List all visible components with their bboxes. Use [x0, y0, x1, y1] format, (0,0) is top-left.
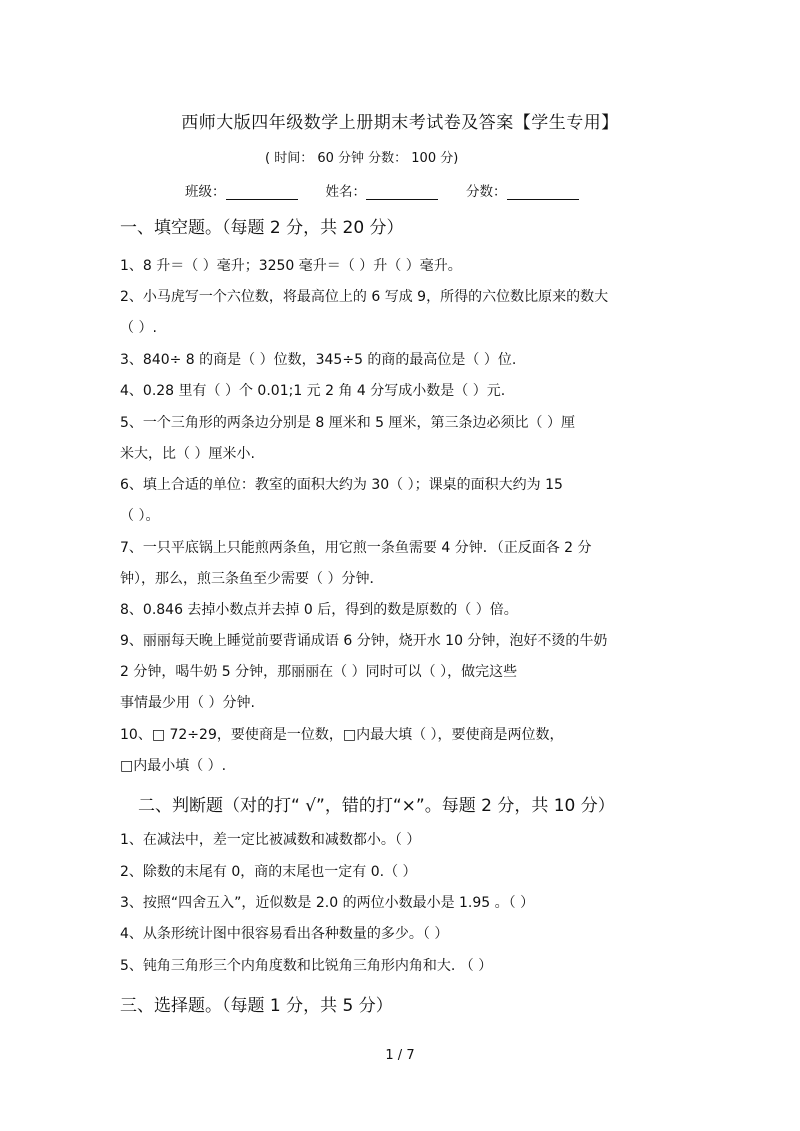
question-line: 2、小马虎写一个六位数，将最高位上的 6 写成 9，所得的六位数比原来的数大	[120, 289, 609, 305]
question-line: 5、一个三角形的两条边分别是 8 厘米和 5 厘米，第三条边必须比（ ）厘	[120, 415, 575, 431]
question-line: 8、0.846 去掉小数点并去掉 0 后，得到的数是原数的（ ）倍。	[120, 602, 518, 618]
section-1-heading: 一、填空题。（每题 2 分，共 20 分）	[120, 218, 404, 238]
class-field[interactable]	[226, 185, 298, 200]
exam-title: 西师大版四年级数学上册期末考试卷及答案【学生专用】	[181, 113, 619, 133]
question-line: 4、0.28 里有（ ）个 0.01;1 元 2 角 4 分写成小数是（ ）元.	[120, 383, 506, 399]
question-line: 3、840÷ 8 的商是（ ）位数，345÷5 的商的最高位是（ ）位.	[120, 352, 517, 368]
question-line: 3、按照“四舍五入”，近似数是 2.0 的两位小数最小是 1.95 。（ ）	[120, 895, 535, 911]
question-line: □内最小填（ ）.	[120, 758, 227, 774]
class-label: 班级：	[185, 184, 226, 200]
score-field[interactable]	[507, 185, 579, 200]
question-line: 事情最少用（ ）分钟.	[120, 695, 255, 711]
exam-subtitle: ( 时间： 60 分钟 分数： 100 分)	[265, 151, 459, 166]
question-line: 1、在减法中，差一定比被减数和减数都小。（ ）	[120, 832, 421, 848]
question-line: 4、从条形统计图中很容易看出各种数量的多少。（ ）	[120, 926, 449, 942]
student-info-row	[185, 180, 579, 200]
question-line: 9、丽丽每天晚上睡觉前要背诵成语 6 分钟，烧开水 10 分钟，泡好不烫的牛奶	[120, 633, 608, 649]
question-line: 10、□ 72÷29，要使商是一位数，□内最大填（ ），要使商是两位数，	[120, 727, 564, 743]
page-number: 1 / 7	[385, 1048, 415, 1063]
question-line: 米大，比（ ）厘米小.	[120, 446, 255, 462]
question-line: （ ）。	[120, 508, 160, 524]
name-label: 姓名：	[325, 184, 366, 200]
section-3-heading: 三、选择题。（每题 1 分，共 5 分）	[120, 996, 393, 1016]
section-2-heading: 二、判断题（对的打“ √”，错的打“×”。每题 2 分，共 10 分）	[138, 796, 615, 816]
score-label: 分数：	[466, 184, 507, 200]
name-field[interactable]	[366, 185, 438, 200]
question-line: 2、除数的末尾有 0，商的末尾也一定有 0.（ ）	[120, 864, 417, 880]
question-line: 7、一只平底锅上只能煎两条鱼，用它煎一条鱼需要 4 分钟．（正反面各 2 分	[120, 540, 592, 556]
question-line: 1、8 升＝（ ）毫升；3250 毫升＝（ ）升（ ）毫升。	[120, 258, 462, 274]
question-line: 钟），那么，煎三条鱼至少需要（ ）分钟．	[120, 571, 384, 587]
question-line: 5、钝角三角形三个内角度数和比锐角三角形内角和大. （ ）	[120, 958, 493, 974]
question-line: 2 分钟，喝牛奶 5 分钟，那丽丽在（ ）同时可以（ ），做完这些	[120, 664, 518, 680]
question-line: 6、填上合适的单位：教室的面积大约为 30（ ）；课桌的面积大约为 15	[120, 477, 563, 493]
question-line: （ ）.	[120, 320, 157, 336]
